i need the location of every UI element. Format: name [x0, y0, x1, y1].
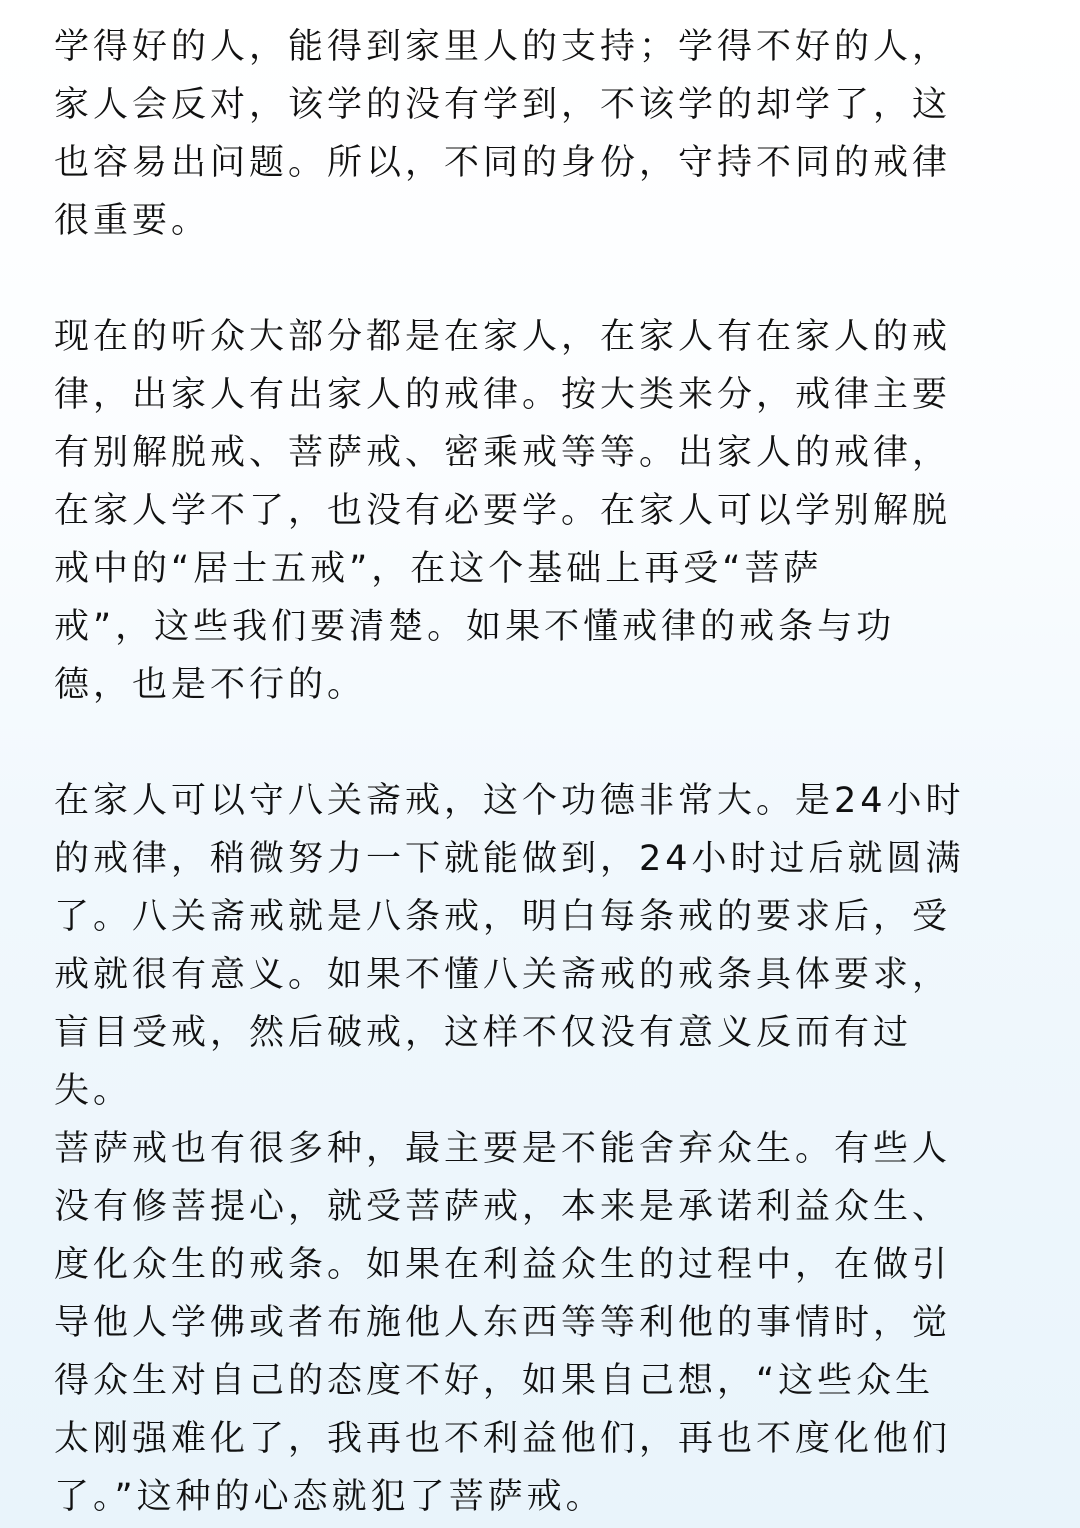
paragraph-2: 现在的听众大部分都是在家人，在家人有在家人的戒 律，出家人有出家人的戒律。按大类来分，戒律主要 有别解脱戒、菩萨戒、密乘戒等等。出家人的戒律， 在家人学不了，也没有必要学。在家人可以学别解脱 戒中的“居士五戒”，在这个基础上再受“菩萨 戒”，这些我们要清楚。如果不懂戒律的戒条与功 德，也是不行的。: [54, 317, 952, 705]
paragraph-1: 学得好的人，能得到家里人的支持；学得不好的人， 家人会反对，该学的没有学到，不该学的却学了，这 也容易出问题。所以，不同的身份，守持不同的戒律 很重要。: [54, 27, 952, 241]
paragraph-4: 菩萨戒也有很多种，最主要是不能舍弃众生。有些人 没有修菩提心，就受菩萨戒，本来是承诺利益众生、 度化众生的戒条。如果在利益众生的过程中，在做引 导他人学佛或者布施他人东西等等利他的事情时，觉 得众生对自己的态度不好，如果自己想，“这些众生 太刚强难化了，我再也不利益他们，再也不度化他们 了。”这种的心态就犯了菩萨戒。: [54, 1129, 952, 1517]
article-body: [54, 18, 1034, 1526]
paragraph-gap: [54, 714, 1034, 772]
paragraph-3: 在家人可以守八关斋戒，这个功德非常大。是24小时 的戒律，稍微努力一下就能做到，24小时过后就圆满 了。八关斋戒就是八条戒，明白每条戒的要求后，受 戒就很有意义。如果不懂八关斋戒的戒条具体要求， 盲目受戒，然后破戒，这样不仅没有意义反而有过 失。: [54, 781, 965, 1111]
paragraph-gap: [54, 250, 1034, 308]
